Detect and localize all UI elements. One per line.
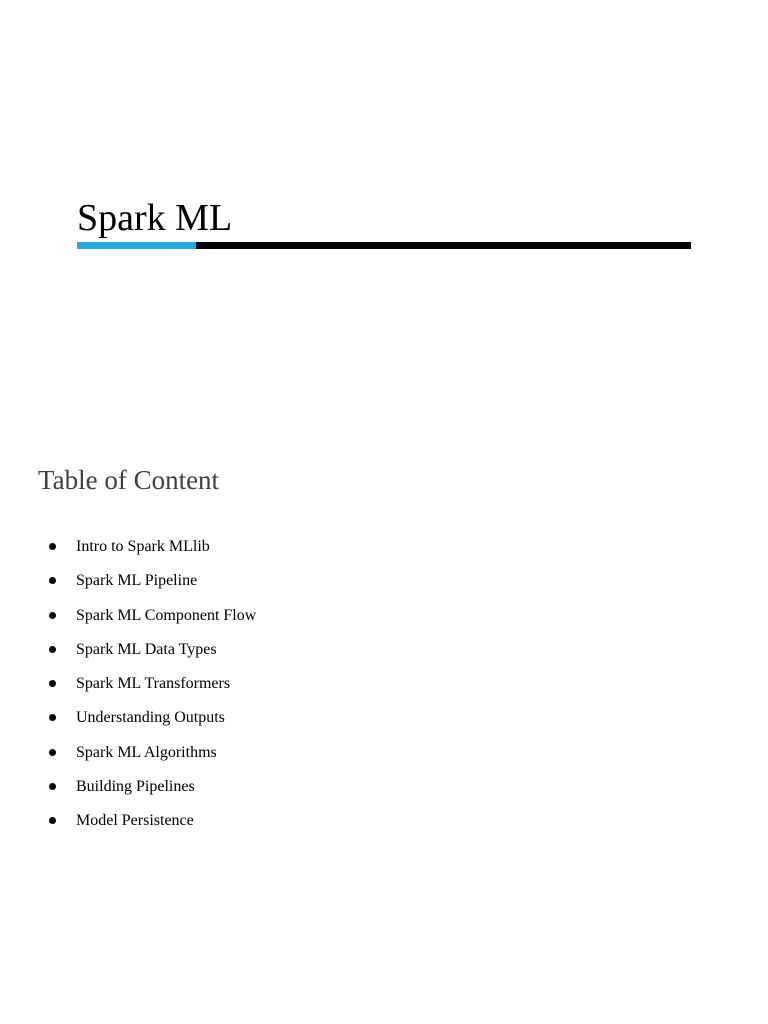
bullet-icon [49, 783, 56, 790]
bullet-icon [49, 749, 56, 756]
bullet-icon [49, 680, 56, 687]
toc-item-label: Spark ML Pipeline [76, 572, 198, 590]
title-underline [77, 242, 691, 249]
toc-item-label: Understanding Outputs [76, 709, 225, 727]
toc-list [0, 530, 256, 839]
toc-item [0, 770, 256, 804]
page-title: Spark ML [77, 197, 233, 239]
toc-item [0, 804, 256, 838]
title-underline-accent [77, 242, 196, 249]
toc-item [0, 701, 256, 735]
toc-item [0, 530, 256, 564]
toc-item [0, 564, 256, 598]
bullet-icon [49, 714, 56, 721]
bullet-icon [49, 612, 56, 619]
toc-item [0, 633, 256, 667]
toc-heading: Table of Content [38, 465, 220, 495]
toc-item-label: Spark ML Data Types [76, 640, 217, 658]
bullet-icon [49, 646, 56, 653]
toc-item-label: Model Persistence [76, 812, 194, 830]
toc-item [0, 667, 256, 701]
bullet-icon [49, 577, 56, 584]
bullet-icon [49, 543, 56, 550]
toc-item-label: Spark ML Transformers [76, 675, 231, 693]
toc-item-label: Intro to Spark MLlib [76, 538, 210, 555]
toc-item-label: Spark ML Component Flow [76, 606, 257, 624]
toc-item-label: Spark ML Algorithms [76, 743, 217, 761]
bullet-icon [49, 817, 56, 824]
toc-item [0, 599, 256, 633]
toc-item-label: Building Pipelines [76, 778, 195, 796]
toc-item [0, 736, 256, 770]
